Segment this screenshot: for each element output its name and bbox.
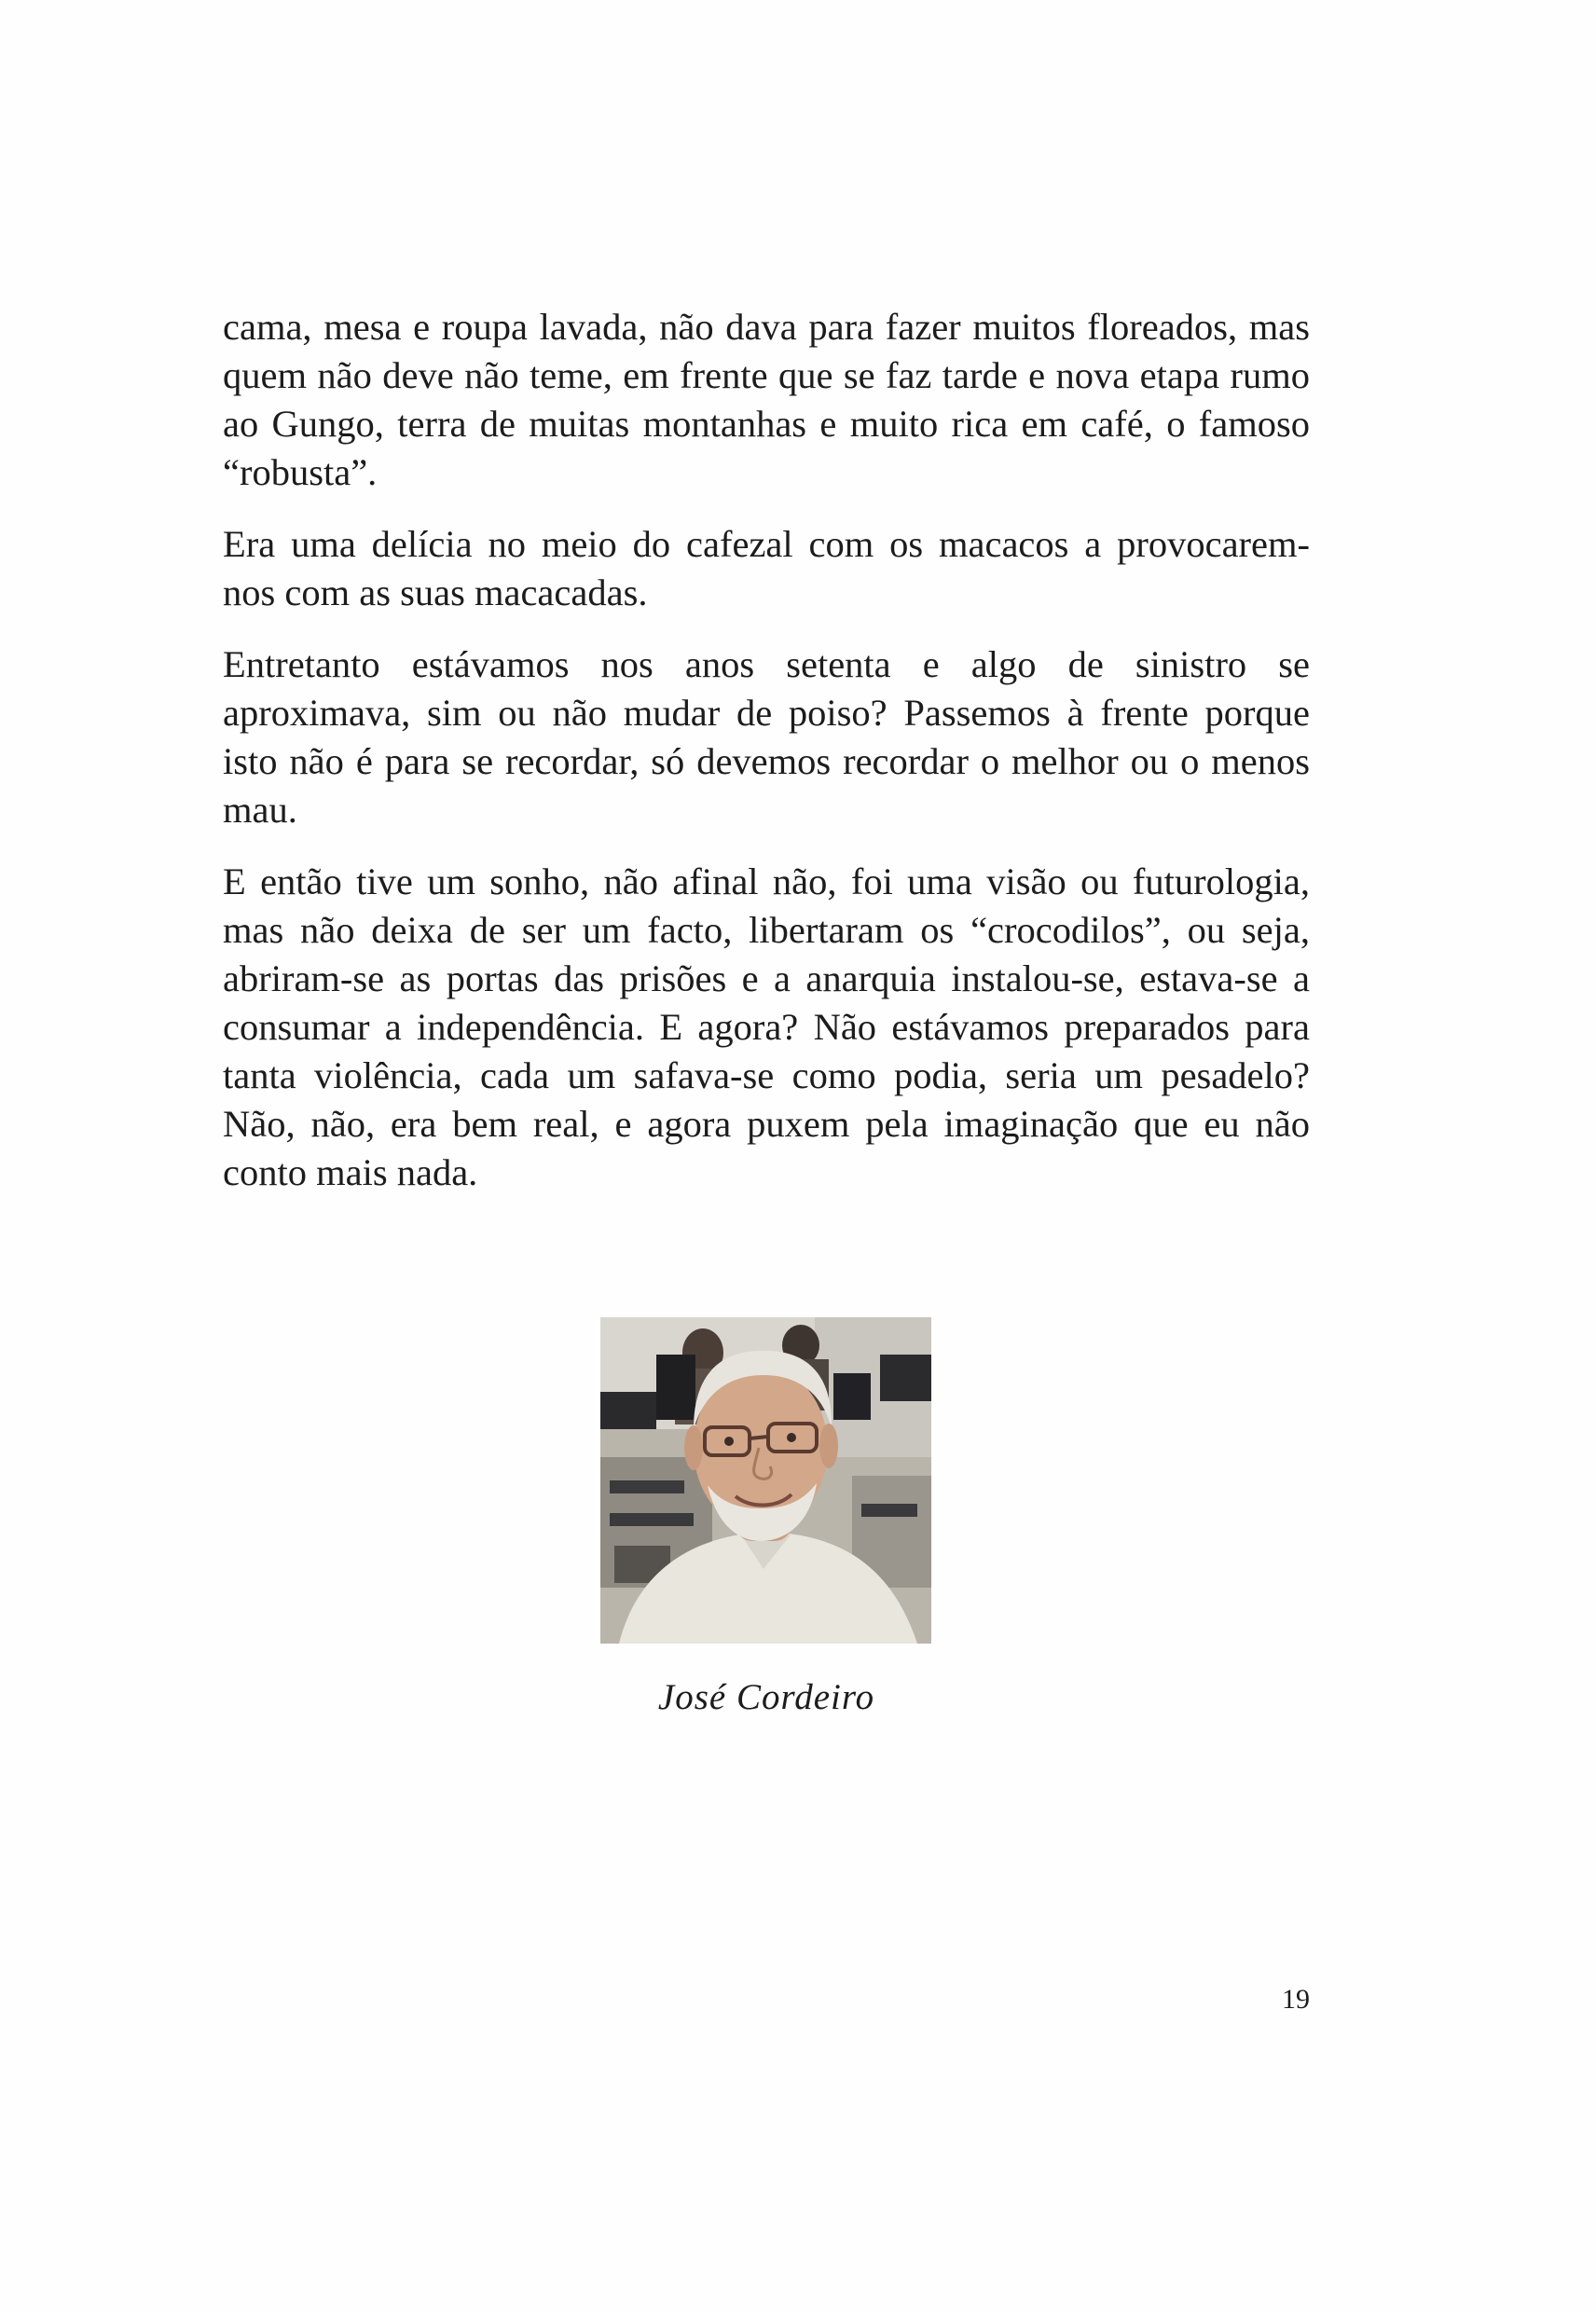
text-line: ao Gungo, terra de muitas montanhas e muito rica em café, o famoso — [223, 403, 1310, 445]
paragraph — [223, 640, 1310, 834]
text-line: mau. — [223, 789, 297, 831]
paragraph — [223, 520, 1310, 617]
text-line: aproximava, sim ou não mudar de poiso? Passemos à frente porque — [223, 692, 1310, 734]
author-caption: José Cordeiro — [657, 1677, 875, 1717]
paragraph — [223, 303, 1310, 497]
text-line: cama, mesa e roupa lavada, não dava para fazer muitos floreados, mas — [223, 306, 1310, 348]
text-line: Era uma delícia no meio do cafezal com os macacos a provocarem- — [223, 523, 1310, 565]
text-line: quem não deve não teme, em frente que se faz tarde e nova etapa rumo — [223, 354, 1310, 396]
text-line: tanta violência, cada um safava-se como podia, seria um pesadelo? — [223, 1054, 1310, 1096]
body-text — [223, 303, 1310, 1197]
page-number: 19 — [1282, 1984, 1310, 2015]
text-line: “robusta”. — [223, 451, 378, 493]
text-line: nos com as suas macacadas. — [223, 571, 648, 613]
text-line: conto mais nada. — [223, 1151, 478, 1193]
paragraph — [223, 858, 1310, 1197]
author-photo — [600, 1317, 931, 1644]
text-line: mas não deixa de ser um facto, libertaram os “crocodilos”, ou seja, — [223, 909, 1310, 951]
text-line: Não, não, era bem real, e agora puxem pela imaginação que eu não — [223, 1103, 1310, 1145]
text-line: E então tive um sonho, não afinal não, foi uma visão ou futurologia, — [223, 860, 1310, 902]
text-line: abriram-se as portas das prisões e a anarquia instalou-se, estava-se a — [223, 957, 1310, 999]
text-line: isto não é para se recordar, só devemos recordar o melhor ou o menos — [223, 740, 1310, 782]
text-line: Entretanto estávamos nos anos setenta e algo de sinistro se — [223, 643, 1310, 685]
text-line: consumar a independência. E agora? Não estávamos preparados para — [223, 1006, 1310, 1048]
